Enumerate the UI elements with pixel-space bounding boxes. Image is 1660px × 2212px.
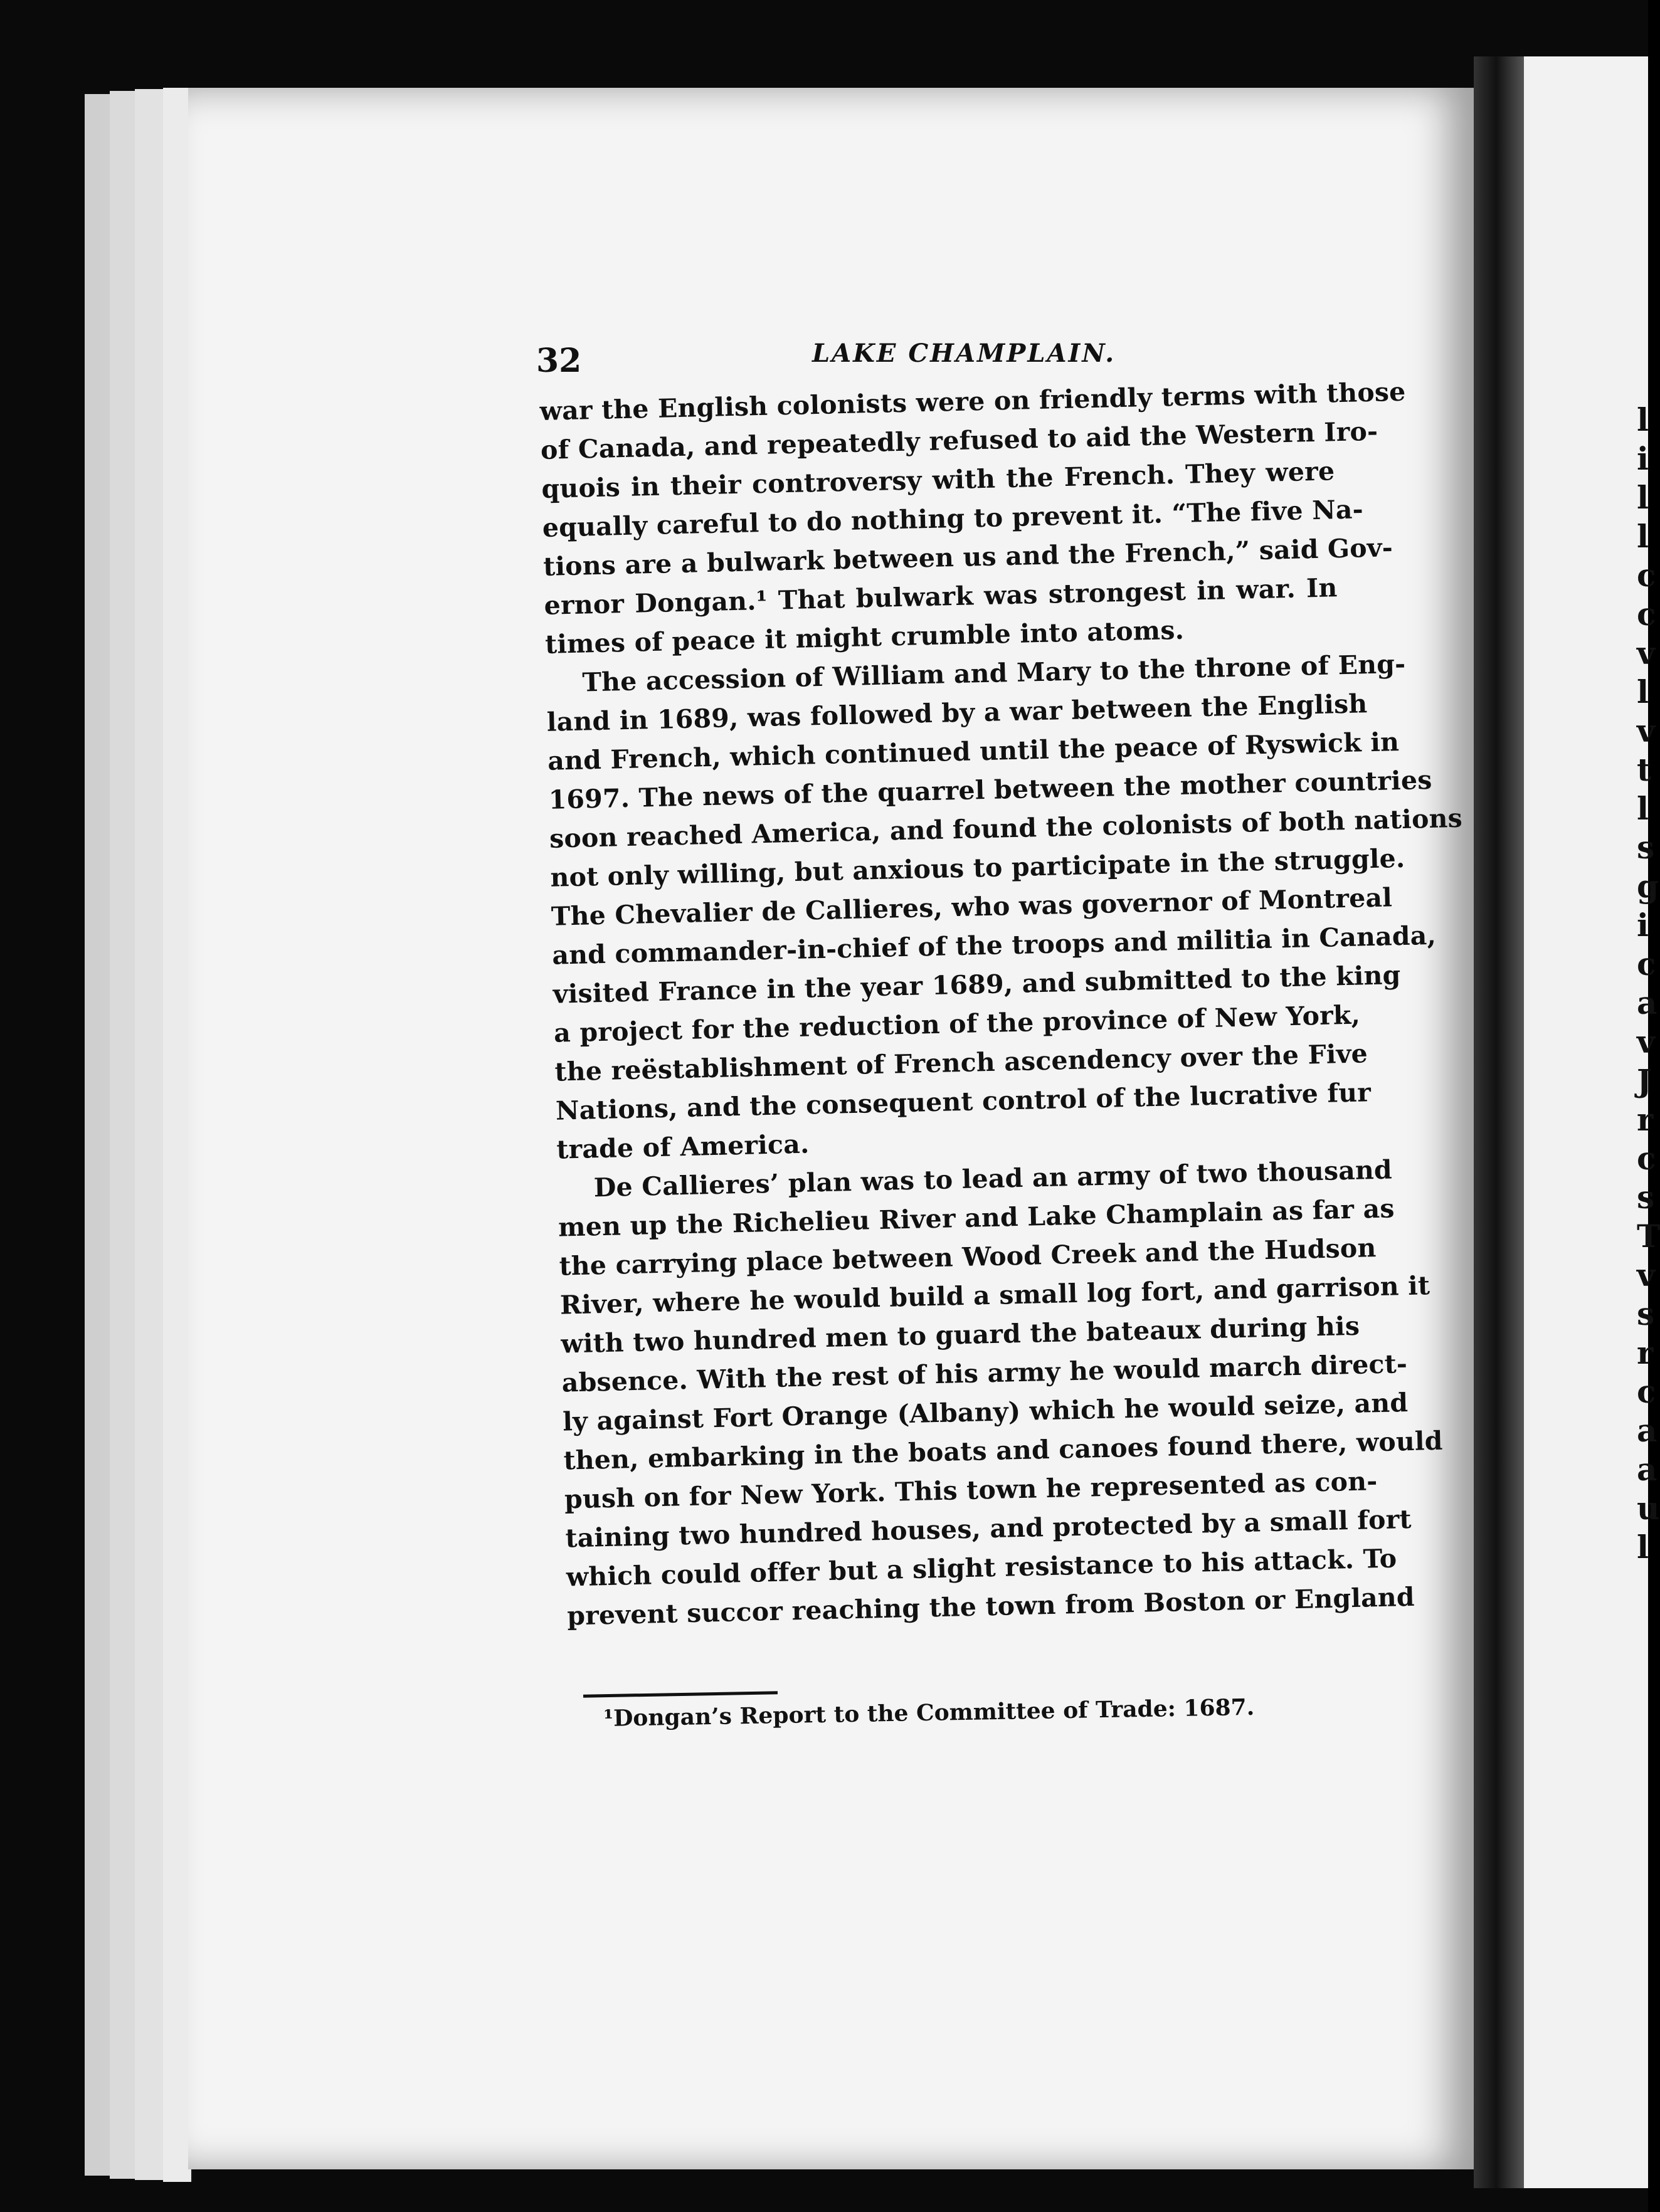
text-line: prevent succor reaching the town from Boston or England bbox=[566, 1581, 1415, 1631]
text-line: times of peace it might crumble into atoms. bbox=[544, 614, 1185, 660]
text-line: The Chevalier de Callieres, who was governor of Montreal bbox=[551, 882, 1393, 932]
text-line: war the English colonists were on friendly terms with those bbox=[539, 376, 1406, 426]
text-line: quois in their controversy with the French. They were bbox=[541, 456, 1335, 504]
facing-page-letter: i bbox=[1637, 907, 1649, 944]
page-edge bbox=[85, 94, 112, 2176]
text-line: and commander-in-chief of the troops and militia in Canada, bbox=[551, 920, 1437, 971]
facing-page-letter: r bbox=[1637, 1334, 1654, 1371]
facing-page-letter: c bbox=[1637, 1373, 1656, 1410]
text-line: soon reached America, and found the colonists of both nations bbox=[549, 803, 1463, 854]
facing-page-letter: v bbox=[1637, 712, 1656, 749]
text-line: of Canada, and repeatedly refused to aid the Western Iro- bbox=[540, 416, 1378, 465]
text-line: land in 1689, was followed by a war between the English bbox=[546, 688, 1368, 737]
page-edge bbox=[110, 91, 137, 2179]
facing-page-letter: l bbox=[1637, 479, 1649, 516]
facing-page-letter: l bbox=[1637, 1529, 1649, 1566]
facing-page-letter: s bbox=[1637, 829, 1655, 866]
text-line: absence. With the rest of his army he would march direct- bbox=[561, 1349, 1408, 1398]
running-head: LAKE CHAMPLAIN. bbox=[812, 339, 1116, 368]
facing-page-letter: T bbox=[1637, 1218, 1660, 1255]
facing-page-letter: r bbox=[1637, 1101, 1654, 1138]
text-line: equally careful to do nothing to prevent it. “The five Na- bbox=[542, 494, 1364, 543]
footnote: ¹Dongan’s Report to the Committee of Trade: 1687. bbox=[603, 1693, 1255, 1732]
text-line: not only willing, but anxious to participate in the struggle. bbox=[550, 843, 1405, 893]
facing-page-letter: t bbox=[1637, 751, 1652, 788]
facing-page-sliver bbox=[1524, 56, 1648, 2188]
text-line: visited France in the year 1689, and submitted to the king bbox=[552, 960, 1401, 1009]
facing-page-letter: l bbox=[1637, 790, 1649, 827]
facing-page-letter: l bbox=[1637, 518, 1649, 555]
facing-page-letter: g bbox=[1637, 868, 1659, 905]
text-line: then, embarking in the boats and canoes found there, would bbox=[563, 1425, 1444, 1476]
facing-page-letter: a bbox=[1637, 1451, 1657, 1488]
text-line: ernor Dongan.¹ That bulwark was strongest in war. In bbox=[544, 572, 1338, 621]
facing-page-letter: i bbox=[1637, 440, 1649, 477]
text-line: 1697. The news of the quarrel between the mother countries bbox=[548, 764, 1432, 815]
facing-page-letter: c bbox=[1637, 945, 1656, 982]
facing-page-letter: c bbox=[1637, 1140, 1656, 1177]
body-text bbox=[539, 374, 1463, 1635]
text-line: men up the Richelieu River and Lake Champlain as far as bbox=[558, 1193, 1395, 1243]
text-line: River, where he would build a small log fort, and garrison it bbox=[559, 1270, 1430, 1320]
facing-page-letter: s bbox=[1637, 1179, 1655, 1216]
facing-page-letter: l bbox=[1637, 673, 1649, 710]
text-line: with two hundred men to guard the bateaux during his bbox=[560, 1310, 1360, 1359]
facing-page-letter: J bbox=[1637, 1062, 1652, 1099]
text-line: the reëstablishment of French ascendency over the Five bbox=[554, 1038, 1368, 1087]
text-line: a project for the reduction of the province of New York, bbox=[553, 999, 1361, 1048]
facing-page-letter: l bbox=[1637, 401, 1649, 438]
text-line: Nations, and the consequent control of the lucrative fur bbox=[555, 1077, 1372, 1126]
text-line: The accession of William and Mary to the throne of Eng- bbox=[581, 648, 1406, 698]
page-number: 32 bbox=[536, 342, 582, 380]
text-line: trade of America. bbox=[556, 1129, 810, 1165]
book-gutter bbox=[1474, 56, 1524, 2188]
facing-page-letter: v bbox=[1637, 1023, 1656, 1060]
text-line: tions are a bulwark between us and the French,” said Gov- bbox=[542, 532, 1393, 582]
facing-page-letter: c bbox=[1637, 557, 1656, 594]
text-line: which could offer but a slight resistance to his attack. To bbox=[566, 1543, 1397, 1593]
facing-page-letter: s bbox=[1637, 1295, 1655, 1332]
facing-page-letter: v bbox=[1637, 635, 1656, 672]
page-edge bbox=[135, 89, 165, 2180]
facing-page-letter: c bbox=[1637, 596, 1656, 633]
facing-page-letter: a bbox=[1637, 984, 1657, 1021]
text-line: push on for New York. This town he represented as con- bbox=[564, 1466, 1378, 1515]
facing-page-letter: u bbox=[1637, 1490, 1660, 1527]
facing-page-letter: a bbox=[1637, 1412, 1657, 1449]
facing-page-letter: v bbox=[1637, 1256, 1656, 1293]
text-line: ly against Fort Orange (Albany) which he would seize, and bbox=[562, 1387, 1409, 1437]
text-line: De Callieres’ plan was to lead an army of two thousand bbox=[593, 1154, 1393, 1203]
text-line: the carrying place between Wood Creek and the Hudson bbox=[559, 1233, 1377, 1282]
text-line: and French, which continued until the peace of Ryswick in bbox=[547, 727, 1400, 776]
text-line: taining two hundred houses, and protected by a small fort bbox=[564, 1504, 1412, 1554]
